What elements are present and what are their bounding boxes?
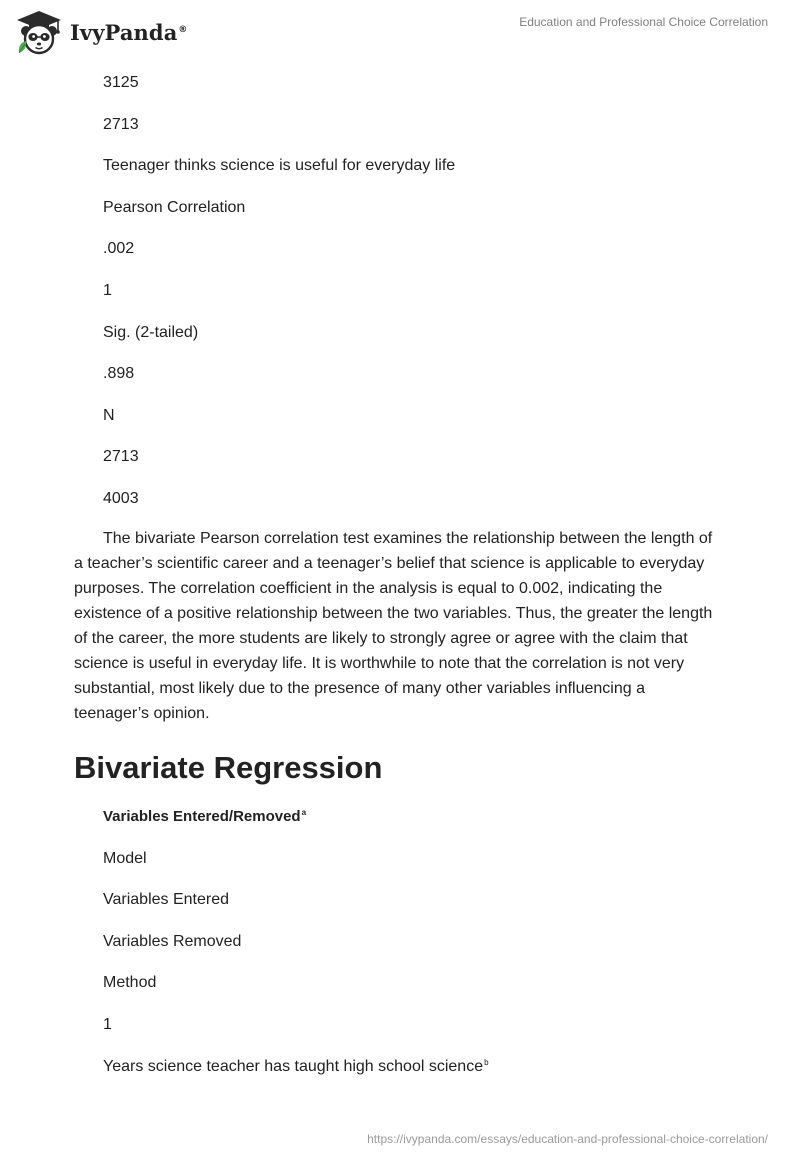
- table-caption: Variables Entered/Removed$^a$: [103, 807, 307, 825]
- table-cell: 2713: [103, 115, 139, 133]
- ivypanda-logo[interactable]: [14, 8, 188, 56]
- table-cell: Variables Entered: [103, 891, 229, 909]
- table-cell: .002: [103, 240, 135, 258]
- table-cell: 1: [103, 281, 112, 299]
- table-cell: .898: [103, 365, 135, 383]
- table-cell: Variables Removed: [103, 932, 242, 950]
- table-cell: Years science teacher has taught high school science$^b$: [103, 1057, 489, 1075]
- source-url[interactable]: https://ivypanda.com/essays/education-and-professional-choice-correlation/: [367, 1132, 768, 1146]
- table-cell: Sig. (2-tailed): [103, 323, 199, 341]
- page-header: [0, 0, 800, 60]
- footnote-marker: a: [301, 807, 307, 817]
- panda-graduate-icon: [14, 9, 64, 55]
- section-heading: Bivariate Regression: [74, 749, 383, 785]
- table-cell: 1: [103, 1015, 112, 1033]
- analysis-paragraph: The bivariate Pearson correlation test examines the relationship between the length of a teacher’s scientific career and a teenager’s belief that science is applicable to everyday purposes. The correlation coefficient in the analysis is equal to 0.002, indicating the existence of a positive relationship between the two variables. Thus, the greater the length of the career, the more students are likely to strongly agree or agree with the claim that science is useful in everyday life. It is worthwhile to note that the correlation is not very substantial, most likely due to the presence of many other variables influencing a teenager’s opinion.: [74, 529, 713, 722]
- footnote-marker: b: [484, 1057, 489, 1067]
- table-cell: Method: [103, 974, 157, 992]
- brand-name: IvyPanda®: [70, 19, 188, 45]
- table-cell: 4003: [103, 489, 139, 507]
- document-title: Education and Professional Choice Correlation: [519, 15, 768, 29]
- table-cell: 3125: [103, 74, 139, 91]
- table-cell: Pearson Correlation: [103, 198, 246, 216]
- table-cell: 2713: [103, 448, 139, 466]
- table-cell: Teenager thinks science is useful for everyday life: [103, 157, 456, 175]
- table-cell: N: [103, 406, 115, 424]
- essay-body: [74, 72, 724, 1097]
- table-cell: Model: [103, 849, 147, 867]
